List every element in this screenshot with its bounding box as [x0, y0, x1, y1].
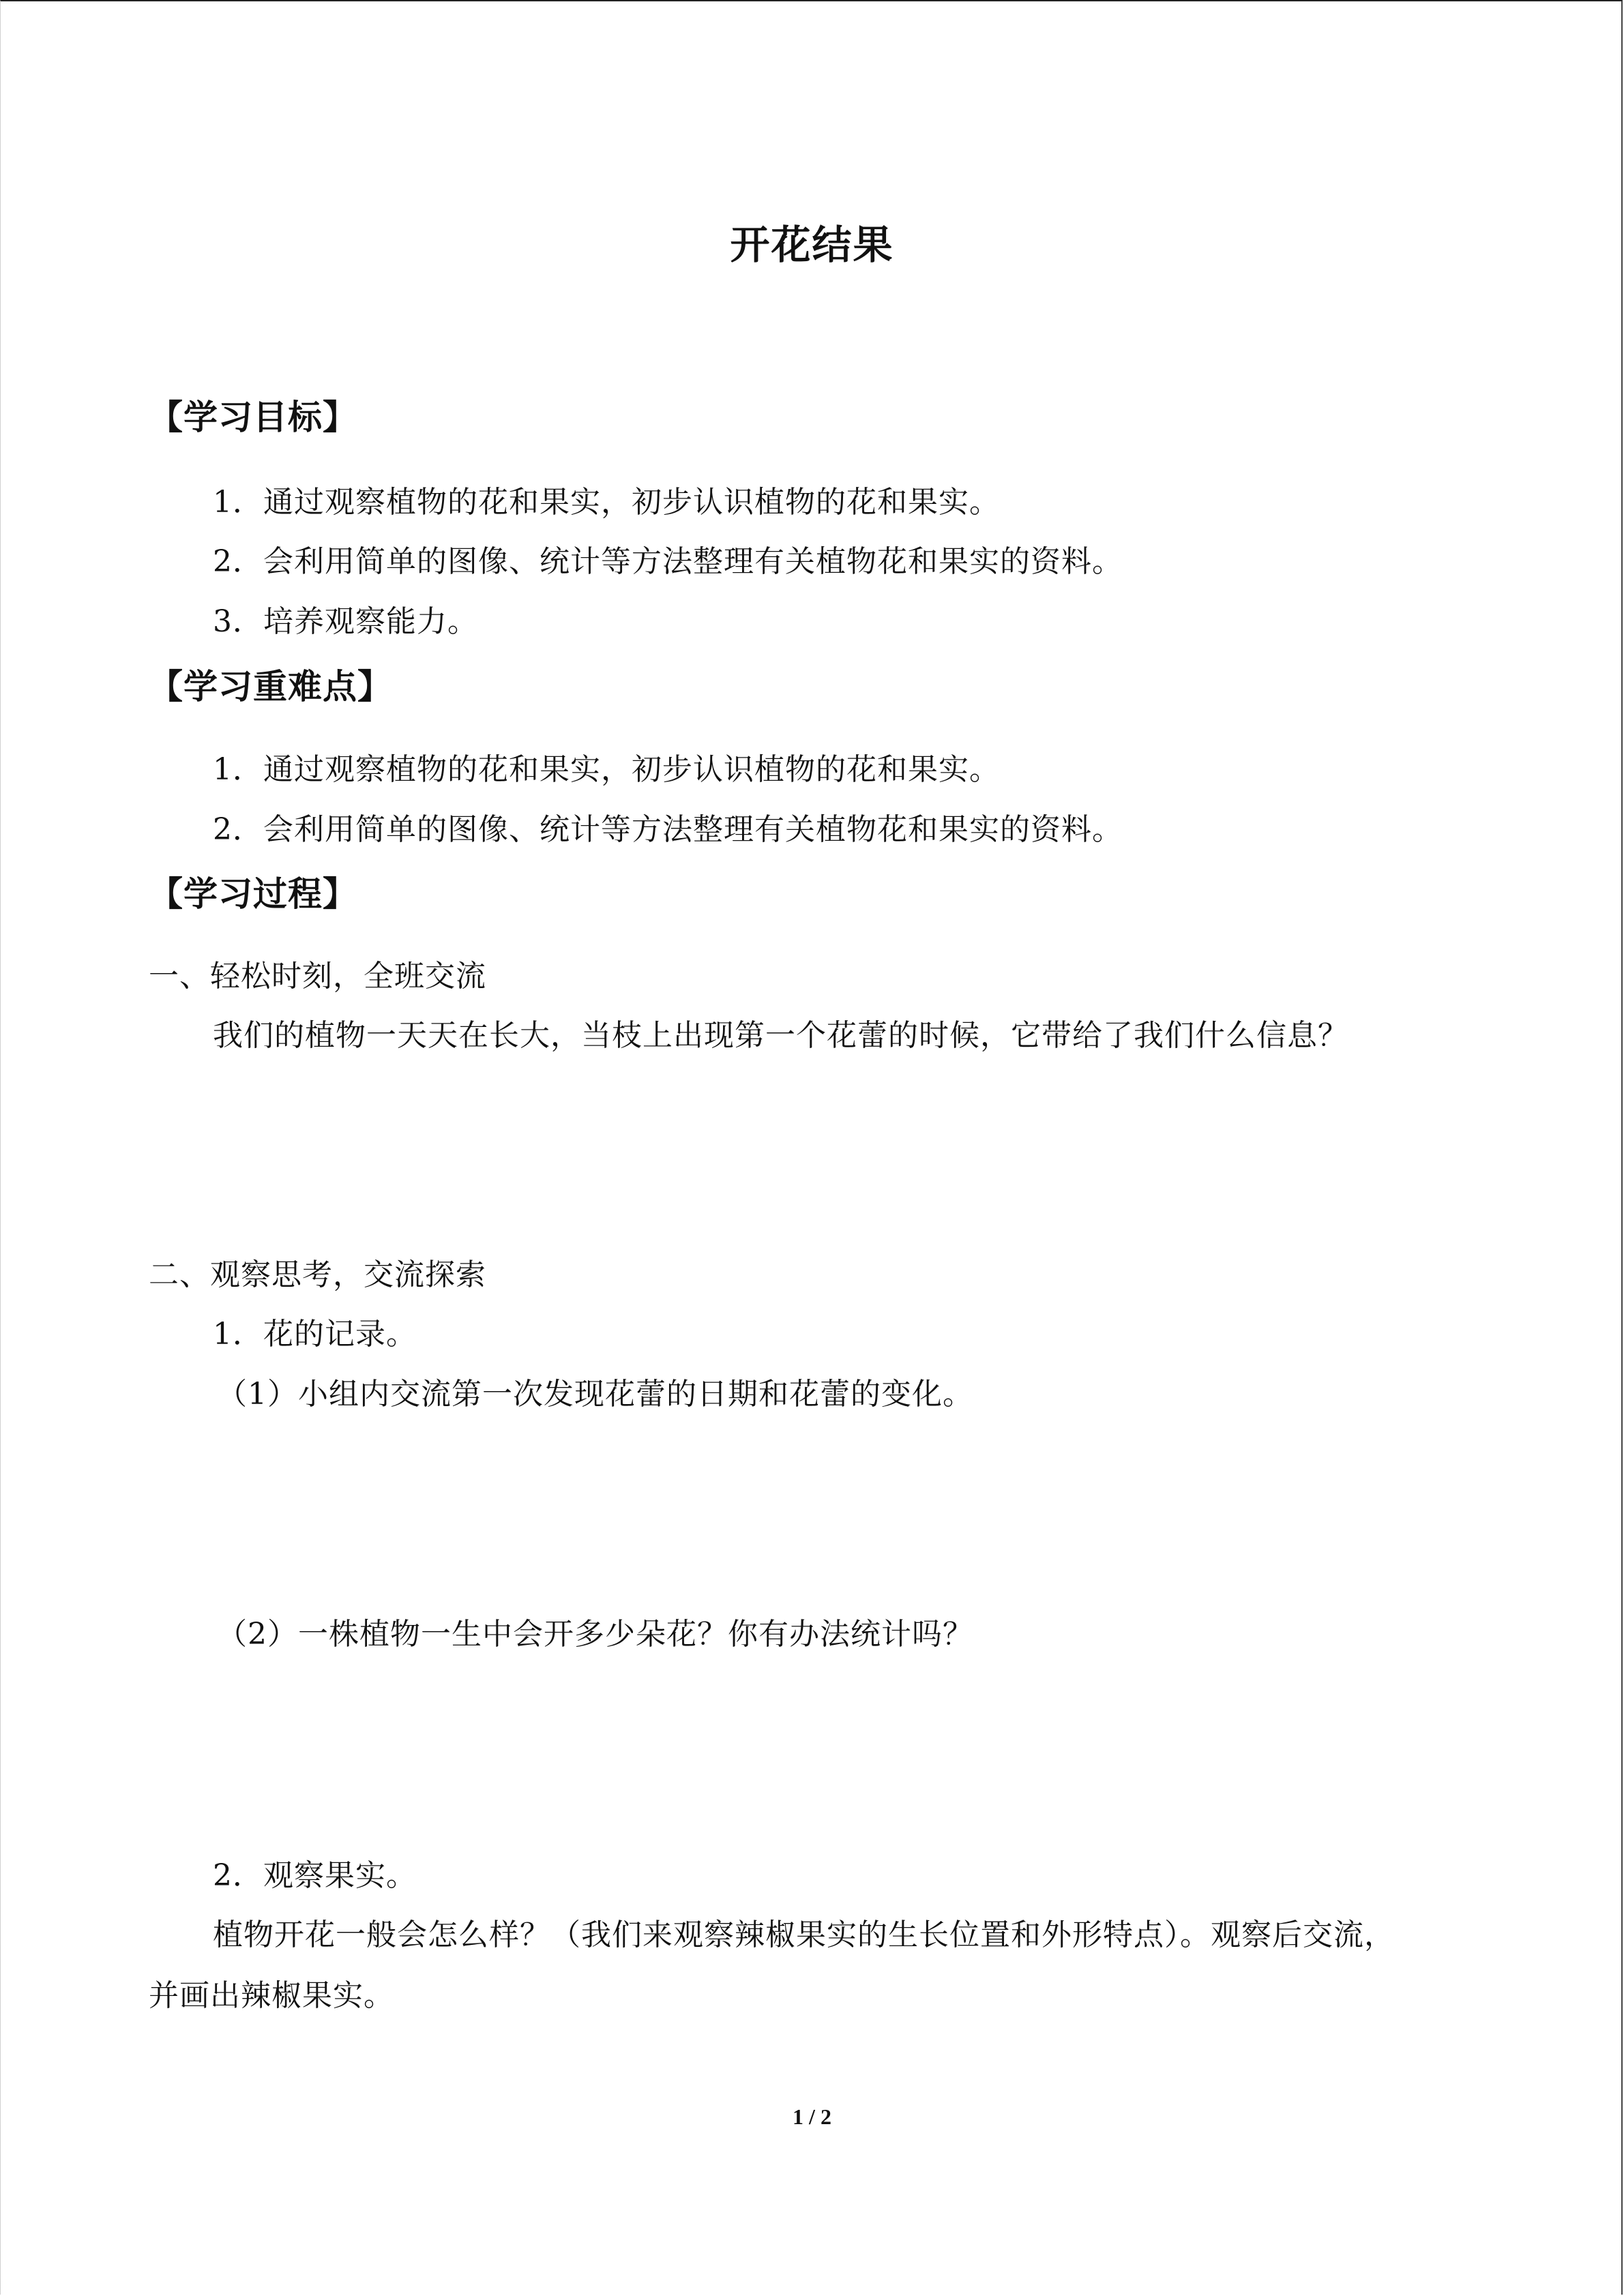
question-2: （2）一株植物一生中会开多少朵花？你有办法统计吗？ [217, 1617, 973, 1652]
key-point-item-2: 2．会利用简单的图像、统计等方法整理有关植物花和果实的资料。 [213, 812, 1123, 847]
key-point-item-1: 1．通过观察植物的花和果实，初步认识植物的花和果实。 [213, 752, 1000, 787]
fruit-text-line-1: 植物开花一般会怎么样？（我们来观察辣椒果实的生长位置和外形特点）。观察后交流， [213, 1918, 1395, 1952]
page-title: 开花结果 [730, 222, 894, 268]
part1-title: 一、轻松时刻，全班交流 [149, 959, 486, 994]
goal-item-3: 3．培养观察能力。 [213, 604, 478, 639]
section-heading-key-points: 【学习重难点】 [149, 666, 392, 706]
fruit-text-line-2: 并画出辣椒果实。 [149, 1978, 394, 2013]
section-heading-goals: 【学习目标】 [149, 397, 357, 437]
goal-item-2: 2．会利用简单的图像、统计等方法整理有关植物花和果实的资料。 [213, 544, 1123, 579]
goal-item-1: 1．通过观察植物的花和果实，初步认识植物的花和果实。 [213, 485, 1000, 520]
flower-record-label: 1．花的记录。 [213, 1317, 417, 1352]
question-1: （1）小组内交流第一次发现花蕾的日期和花蕾的变化。 [217, 1377, 973, 1412]
section-heading-process: 【学习过程】 [149, 874, 357, 914]
observe-fruit-label: 2．观察果实。 [213, 1858, 417, 1893]
part1-question: 我们的植物一天天在长大，当枝上出现第一个花蕾的时候，它带给了我们什么信息？ [213, 1018, 1348, 1053]
page-number: 1 / 2 [793, 2104, 831, 2129]
part2-title: 二、观察思考，交流探索 [149, 1257, 486, 1292]
